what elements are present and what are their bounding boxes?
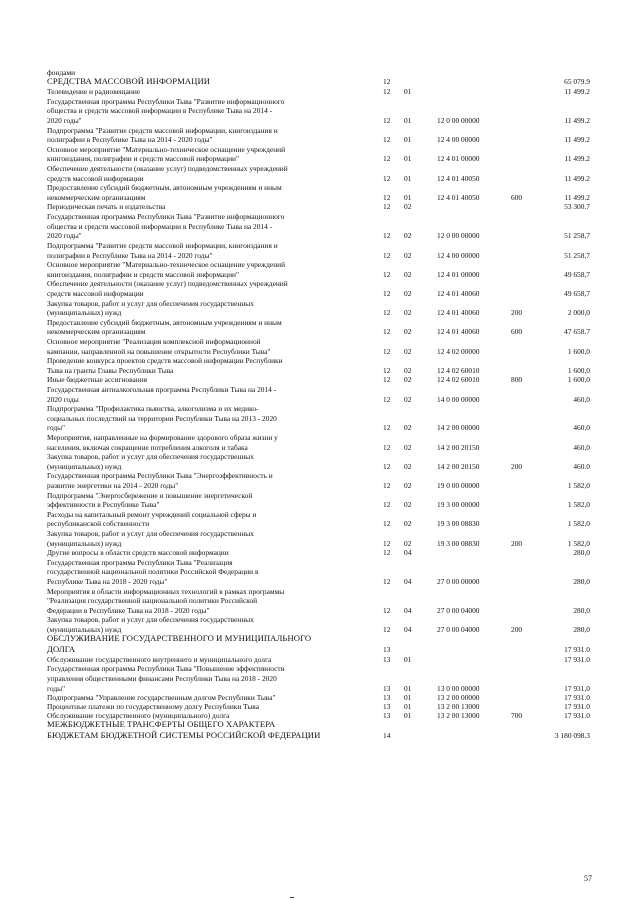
row-name: Предоставление субсидий бюджетным, автономным учреждениям и иным <box>47 183 282 192</box>
amount: 51 258,7 <box>564 231 590 240</box>
row-name: республиканской собственности <box>47 519 150 528</box>
subsection-code: 02 <box>404 443 412 452</box>
row-name: Закупка товаров, работ и услуг для обеспечения государственных <box>47 452 254 461</box>
row-name: Закупка товаров, работ и услуг для обеспечения государственных <box>47 615 254 624</box>
expense-type-code: 200 <box>511 308 523 317</box>
amount: 3 180 098.3 <box>554 731 590 740</box>
amount: 17 931.0 <box>564 693 590 702</box>
section-code: 12 <box>383 77 391 86</box>
table-row <box>0 645 640 655</box>
section-code: 12 <box>383 395 391 404</box>
table-row <box>0 327 640 337</box>
table-row <box>0 731 640 741</box>
section-code: 13 <box>383 655 391 664</box>
target-article-code: 12 4 01 00000 <box>437 270 480 279</box>
row-name: Федерации в Республике Тыва на 2018 - 2020 годы" <box>47 606 210 615</box>
table-row <box>0 481 640 491</box>
row-name: общества и средств массовой информации в Республике Тыва на 2014 - <box>47 106 273 115</box>
target-article-code: 12 4 01 40060 <box>437 327 480 336</box>
table-row <box>0 375 640 385</box>
subsection-code: 02 <box>404 231 412 240</box>
section-code: 12 <box>383 87 391 96</box>
amount: 460,0 <box>573 443 590 452</box>
table-row <box>0 548 640 558</box>
target-article-code: 12 4 02 00000 <box>437 347 480 356</box>
amount: 460,0 <box>573 423 590 432</box>
row-name: Телевидение и радиовещание <box>47 87 141 96</box>
section-code: 12 <box>383 193 391 202</box>
section-code: 12 <box>383 443 391 452</box>
row-name: Основное мероприятие "Материально-техническое оснащение учреждений <box>47 260 286 269</box>
section-code: 12 <box>383 375 391 384</box>
section-code: 12 <box>383 366 391 375</box>
section-code: 12 <box>383 423 391 432</box>
row-name: эффективности в Республике Тыва" <box>47 500 160 509</box>
amount: 1 582,0 <box>567 481 590 490</box>
row-name: МЕЖБЮДЖЕТНЫЕ ТРАНСФЕРТЫ ОБЩЕГО ХАРАКТЕРА <box>47 719 276 729</box>
section-code: 12 <box>383 625 391 634</box>
section-code: 12 <box>383 154 391 163</box>
row-name: 2020 годы <box>47 395 79 404</box>
subsection-code: 02 <box>404 500 412 509</box>
amount: 11 499.2 <box>564 193 590 202</box>
row-name: некоммерческим организациям <box>47 327 146 336</box>
amount: 17 931,0 <box>564 684 590 693</box>
row-name: книгоиздания, полиграфии и средств массовой информации" <box>47 154 240 163</box>
target-article-code: 27 0 00 00000 <box>437 577 480 586</box>
table-row <box>0 116 640 126</box>
row-name: населения, включая сокращение потребления алкоголя и табака <box>47 443 248 452</box>
table-row <box>0 289 640 299</box>
amount: 460,0 <box>573 395 590 404</box>
row-name: СРЕДСТВА МАССОВОЙ ИНФОРМАЦИИ <box>47 76 211 86</box>
row-name: "Реализация государственной национальной политики Российской <box>47 596 258 605</box>
target-article-code: 12 4 00 00000 <box>437 251 480 260</box>
row-name: Проведение конкурса проектов средств массовой информации Республики <box>47 356 283 365</box>
table-row <box>0 634 640 644</box>
row-name: Подпрограмма "Профилактика пьянства, алкоголизма и их медико- <box>47 404 259 413</box>
subsection-code: 02 <box>404 519 412 528</box>
section-code: 12 <box>383 327 391 336</box>
row-name: Мероприятия, направленные на формирование здорового образа жизни у <box>47 433 278 442</box>
row-name: Обеспечение деятельности (оказание услуг) подведомственных учреждений <box>47 164 288 173</box>
row-name: Основное мероприятие "Материально-техническое оснащение учреждений <box>47 145 286 154</box>
row-name: Государственная программа Республики Тыва "Развитие информационного <box>47 97 285 106</box>
amount: 49 658,7 <box>564 289 590 298</box>
table-row <box>0 596 640 606</box>
row-name: Периодическая печать и издательства <box>47 202 166 211</box>
subsection-code: 01 <box>404 174 412 183</box>
table-row <box>0 337 640 347</box>
table-row <box>0 664 640 674</box>
table-row <box>0 212 640 222</box>
amount: 65 079.9 <box>564 77 590 86</box>
row-name: (муниципальных) нужд <box>47 462 122 471</box>
expense-type-code: 600 <box>511 193 523 202</box>
table-row <box>0 433 640 443</box>
table-row <box>0 471 640 481</box>
row-name: ОБСЛУЖИВАНИЕ ГОСУДАРСТВЕННОГО И МУНИЦИПАЛЬНОГО <box>47 633 312 643</box>
section-code: 13 <box>383 711 391 720</box>
section-code: 12 <box>383 548 391 557</box>
table-row <box>0 135 640 145</box>
row-name: Государственная программа Республики Тыва "Реализация <box>47 558 233 567</box>
row-name: Обслуживание государственного внутреннего и муниципального долга <box>47 655 272 664</box>
target-article-code: 12 4 02 60010 <box>437 375 480 384</box>
amount: 51 258,7 <box>564 251 590 260</box>
section-code: 12 <box>383 347 391 356</box>
expense-type-code: 700 <box>511 711 523 720</box>
row-name: Республике Тыва на 2018 - 2020 годы" <box>47 577 168 586</box>
subsection-code: 02 <box>404 395 412 404</box>
amount: 17 931.0 <box>564 645 590 654</box>
amount: 49 658,7 <box>564 270 590 279</box>
section-code: 13 <box>383 645 391 654</box>
target-article-code: 27 0 00 04000 <box>437 606 480 615</box>
amount: 11 499.2 <box>564 87 590 96</box>
amount: 460.0 <box>573 462 590 471</box>
subsection-code: 02 <box>404 270 412 279</box>
subsection-code: 01 <box>404 135 412 144</box>
table-row <box>0 519 640 529</box>
amount: 1 582,0 <box>567 500 590 509</box>
section-code: 12 <box>383 462 391 471</box>
table-row <box>0 202 640 212</box>
subsection-code: 02 <box>404 366 412 375</box>
table-row <box>0 260 640 270</box>
section-code: 12 <box>383 174 391 183</box>
subsection-code: 04 <box>404 548 412 557</box>
row-name: годы" <box>47 684 66 693</box>
expense-type-code: 200 <box>511 462 523 471</box>
subsection-code: 01 <box>404 87 412 96</box>
expense-type-code: 600 <box>511 327 523 336</box>
subsection-code: 02 <box>404 423 412 432</box>
page-number: 57 <box>584 874 592 883</box>
subsection-code: 01 <box>404 193 412 202</box>
subsection-code: 04 <box>404 625 412 634</box>
target-article-code: 14 2 00 20150 <box>437 462 480 471</box>
section-code: 13 <box>383 693 391 702</box>
amount: 47 658.7 <box>564 327 590 336</box>
row-name: Другие вопросы в области средств массовой информации <box>47 548 229 557</box>
row-name: Подпрограмма "Развитие средств массовой информации, книгоиздания и <box>47 126 278 135</box>
section-code: 12 <box>383 135 391 144</box>
target-article-code: 12 4 01 40060 <box>437 308 480 317</box>
amount: 11 499.2 <box>564 135 590 144</box>
table-row <box>0 77 640 87</box>
subsection-code: 01 <box>404 702 412 711</box>
row-name: управления общественными финансами Республики Тыва на 2018 - 2020 <box>47 674 277 683</box>
amount: 17 931.0 <box>564 702 590 711</box>
subsection-code: 01 <box>404 116 412 125</box>
amount: 2 000,0 <box>567 308 590 317</box>
target-article-code: 13 2 00 00000 <box>437 693 480 702</box>
target-article-code: 12 0 00 00000 <box>437 231 480 240</box>
table-row <box>0 500 640 510</box>
table-row <box>0 423 640 433</box>
row-name: полиграфии в Республике Тыва на 2014 - 2020 годы" <box>47 135 213 144</box>
section-code: 12 <box>383 308 391 317</box>
section-code: 12 <box>383 202 391 211</box>
row-name: Предоставление субсидий бюджетным, автономным учреждениям и иным <box>47 318 282 327</box>
section-code: 12 <box>383 500 391 509</box>
target-article-code: 13 2 00 13000 <box>437 702 480 711</box>
table-row <box>0 87 640 97</box>
target-article-code: 14 2 00 00000 <box>437 423 480 432</box>
table-row <box>0 164 640 174</box>
subsection-code: 02 <box>404 251 412 260</box>
subsection-code: 01 <box>404 693 412 702</box>
target-article-code: 13 0 00 00000 <box>437 684 480 693</box>
row-name: 2020 годы" <box>47 231 82 240</box>
row-name: Расходы на капитальный ремонт учреждений социальной сферы и <box>47 510 257 519</box>
row-name: Основное мероприятие "Реализация комплексной информационной <box>47 337 261 346</box>
table-row <box>0 279 640 289</box>
amount: 1 600,0 <box>567 366 590 375</box>
table-row <box>0 577 640 587</box>
row-name: Обеспечение деятельности (оказание услуг) подведомственных учреждений <box>47 279 288 288</box>
table-row <box>0 356 640 366</box>
subsection-code: 02 <box>404 462 412 471</box>
row-name: Государственная программа Республики Тыва "Повышение эффективности <box>47 664 285 673</box>
row-name: 2020 годы" <box>47 116 82 125</box>
amount: 280,0 <box>573 548 590 557</box>
row-name: Государственная программа Республики Тыва "Энергоэффективность и <box>47 471 273 480</box>
section-code: 14 <box>383 731 391 740</box>
row-name: некоммерческим организациям <box>47 193 146 202</box>
section-code: 12 <box>383 606 391 615</box>
subsection-code: 02 <box>404 375 412 384</box>
amount: 1 600,0 <box>567 375 590 384</box>
target-article-code: 19 0 00 00000 <box>437 481 480 490</box>
row-name: Обслуживание государственного (муниципального) долга <box>47 711 230 720</box>
section-code: 12 <box>383 481 391 490</box>
section-code: 13 <box>383 702 391 711</box>
amount: 11 499.2 <box>564 174 590 183</box>
subsection-code: 01 <box>404 684 412 693</box>
section-code: 12 <box>383 519 391 528</box>
table-row <box>0 567 640 577</box>
row-name: кампании, направленной на повышение открытости Республики Тыва" <box>47 347 271 356</box>
table-row <box>0 154 640 164</box>
target-article-code: 14 0 00 00000 <box>437 395 480 404</box>
amount: 280,0 <box>573 606 590 615</box>
target-article-code: 12 4 02 60010 <box>437 366 480 375</box>
row-name: средств массовой информации <box>47 174 144 183</box>
amount: 1 582,0 <box>567 539 590 548</box>
subsection-code: 04 <box>404 577 412 586</box>
row-name: государственной национальной политики Российской Федерации в <box>47 567 259 576</box>
section-code: 12 <box>383 289 391 298</box>
row-name: Закупка товаров, работ и услуг для обеспечения государственных <box>47 529 254 538</box>
subsection-code: 01 <box>404 154 412 163</box>
section-code: 12 <box>383 270 391 279</box>
row-name: Тыва на гранты Главы Республики Тыва <box>47 366 174 375</box>
row-name: Закупка товаров, работ и услуг для обеспечения государственных <box>47 299 254 308</box>
table-row <box>0 615 640 625</box>
row-name: развитие энергетики на 2014 - 2020 годы" <box>47 481 179 490</box>
table-row <box>0 308 640 318</box>
subsection-code: 02 <box>404 308 412 317</box>
subsection-code: 02 <box>404 347 412 356</box>
table-row <box>0 720 640 730</box>
target-article-code: 19 3 00 00000 <box>437 500 480 509</box>
row-name: (муниципальных) нужд <box>47 625 122 634</box>
amount: 11 499.2 <box>564 116 590 125</box>
amount: 17 931.0 <box>564 655 590 664</box>
section-code: 12 <box>383 251 391 260</box>
amount: 17 931.0 <box>564 711 590 720</box>
row-name: Подпрограмма "Энергосбережение и повышение энергетической <box>47 491 253 500</box>
section-code: 13 <box>383 684 391 693</box>
table-row <box>0 241 640 251</box>
amount: 280,0 <box>573 625 590 634</box>
target-article-code: 12 4 01 40050 <box>437 193 480 202</box>
subsection-code: 02 <box>404 289 412 298</box>
section-code: 12 <box>383 231 391 240</box>
row-name: (муниципальных) нужд <box>47 308 122 317</box>
amount: 1 600,0 <box>567 347 590 356</box>
table-row <box>0 106 640 116</box>
target-article-code: 12 4 01 40050 <box>437 174 480 183</box>
row-name: Мероприятия в области информационных технологий в рамках программы <box>47 587 285 596</box>
amount: 280,0 <box>573 577 590 586</box>
row-name: книгоиздания, полиграфии и средств массовой информации" <box>47 270 240 279</box>
table-row <box>0 529 640 539</box>
table-row <box>0 385 640 395</box>
row-name: годы" <box>47 423 66 432</box>
target-article-code: 13 2 00 13000 <box>437 711 480 720</box>
row-name: (муниципальных) нужд <box>47 539 122 548</box>
row-name: средств массовой информации <box>47 289 144 298</box>
subsection-code: 02 <box>404 327 412 336</box>
row-name: Иные бюджетные ассигнования <box>47 375 148 384</box>
target-article-code: 12 4 01 40060 <box>437 289 480 298</box>
target-article-code: 19 3 00 08830 <box>437 519 480 528</box>
target-article-code: 14 2 00 20150 <box>437 443 480 452</box>
target-article-code: 12 4 01 00000 <box>437 154 480 163</box>
row-name: Подпрограмма "Развитие средств массовой информации, книгоиздания и <box>47 241 278 250</box>
subsection-code: 04 <box>404 606 412 615</box>
row-name: фондами <box>47 68 76 77</box>
expense-type-code: 800 <box>511 375 523 384</box>
row-name: социальных последствий на территории Республики Тыва на 2013 - 2020 <box>47 414 277 423</box>
scan-mark <box>290 897 294 898</box>
section-code: 12 <box>383 116 391 125</box>
subsection-code: 02 <box>404 539 412 548</box>
row-name: Государственная антиалкогольная программа Республики Тыва на 2014 - <box>47 385 277 394</box>
row-name: полиграфии в Республике Тыва на 2014 - 2020 годы" <box>47 251 213 260</box>
row-name: Государственная программа Республики Тыва "Развитие информационного <box>47 212 285 221</box>
subsection-code: 01 <box>404 711 412 720</box>
expense-type-code: 200 <box>511 539 523 548</box>
subsection-code: 01 <box>404 655 412 664</box>
row-name: Подпрограмма "Управление государственным долгом Республики Тыва" <box>47 693 276 702</box>
amount: 53 300.7 <box>564 202 590 211</box>
target-article-code: 12 0 00 00000 <box>437 116 480 125</box>
table-row <box>0 404 640 414</box>
section-code: 12 <box>383 577 391 586</box>
amount: 11 499.2 <box>564 154 590 163</box>
row-name: БЮДЖЕТАМ БЮДЖЕТНОЙ СИСТЕМЫ РОССИЙСКОЙ ФЕДЕРАЦИИ <box>47 730 321 740</box>
target-article-code: 27 0 00 04000 <box>437 625 480 634</box>
subsection-code: 02 <box>404 202 412 211</box>
row-name: Процентные платежи по государственному долгу Республики Тыва <box>47 702 259 711</box>
target-article-code: 12 4 00 00000 <box>437 135 480 144</box>
row-name: общества и средств массовой информации в Республике Тыва на 2014 - <box>47 222 273 231</box>
amount: 1 582,0 <box>567 519 590 528</box>
subsection-code: 02 <box>404 481 412 490</box>
table-row <box>0 231 640 241</box>
target-article-code: 19 3 00 08830 <box>437 539 480 548</box>
table-row <box>0 674 640 684</box>
table-row <box>0 183 640 193</box>
table-row <box>0 452 640 462</box>
expense-type-code: 200 <box>511 625 523 634</box>
row-name: ДОЛГА <box>47 644 76 654</box>
section-code: 12 <box>383 539 391 548</box>
